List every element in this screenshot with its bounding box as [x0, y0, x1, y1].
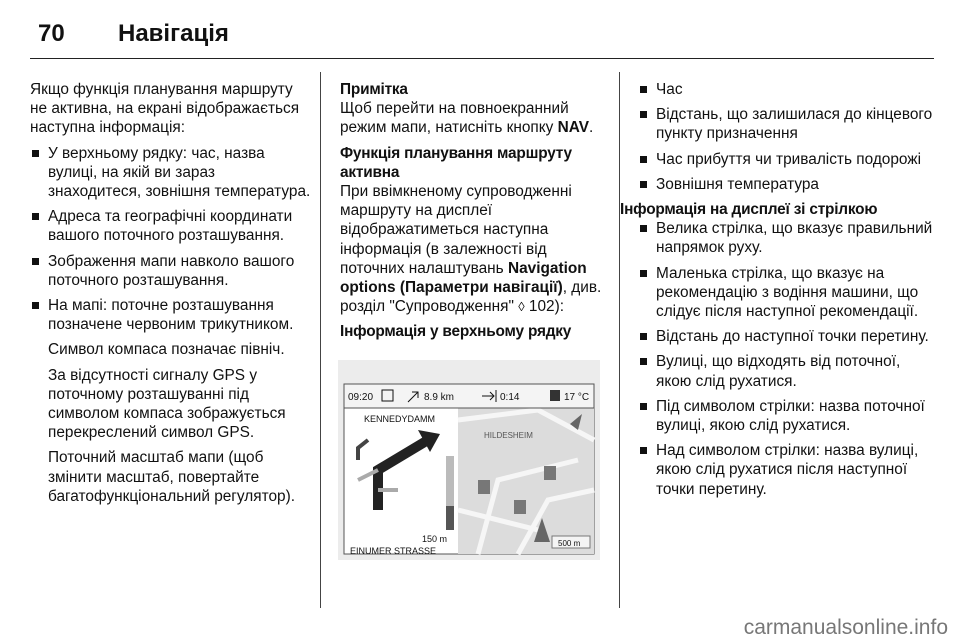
page-ref-icon: ◊ — [518, 299, 525, 315]
thermometer-icon — [550, 390, 560, 401]
sub-paragraph: Поточний масштаб мапи (щоб змінити масштаб, повертайте багатофункціональний регулятор). — [48, 449, 295, 505]
fig-distance: 8.9 km — [424, 392, 455, 403]
navigation-options-label: Navigation options (Параметри навігації) — [340, 259, 587, 297]
parking-icon — [514, 500, 526, 514]
fig-eta: 0:14 — [500, 392, 520, 403]
page-number: 70 — [38, 20, 65, 47]
fig-street-top: KENNEDYDAMM — [364, 414, 436, 424]
page-ref: 102): — [528, 298, 564, 316]
column-3 — [620, 80, 934, 505]
nav-key-label: NAV — [557, 119, 590, 137]
list-item: На мапі: поточне розташування позначене червоним трикутником. — [30, 296, 312, 334]
list-item: Відстань, що залишилася до кінцевого пункту призначення — [638, 105, 934, 143]
list-item: Під символом стрілки: назва поточної вулиці, якою слід рухатися. — [638, 397, 934, 435]
distance-bar-fill — [446, 506, 454, 530]
note-text: Щоб перейти на повноекранний режим мапи, натисніть кнопку — [340, 100, 569, 137]
fig-time: 09:20 — [348, 392, 374, 403]
sub-paragraph: Символ компаса позначає північ. — [48, 341, 285, 359]
section-text: При ввімкненому супроводженні маршруту на дисплеї відображатиметься наступна інформація (в залежності від поточних налаштувань — [340, 183, 572, 277]
watermark: carmanualsonline.info — [743, 616, 948, 639]
intro-paragraph: Якщо функція планування маршруту не активна, на екрані відображається наступна інформація: — [30, 81, 300, 137]
column-1 — [30, 80, 312, 512]
note-heading: Примітка — [340, 81, 408, 98]
list-item: Час — [638, 80, 934, 99]
top-row-list — [638, 80, 934, 194]
sub-paragraph: За відсутності сигналу GPS у поточному розташуванні під символом компаса зображується перекреслений символ GPS. — [48, 366, 286, 442]
header-rule — [30, 58, 934, 59]
list-item: У верхньому рядку: час, назва вулиці, на якій ви зараз знаходитеся, зовнішня температура. — [30, 144, 312, 202]
list-item: Маленька стрілка, що вказує на рекомендацію з водіння машини, що слідує після наступної рекомендації. — [638, 264, 934, 322]
list-item: Над символом стрілки: назва вулиці, якою слід рухатися після наступної точки перетину. — [638, 441, 934, 499]
column-divider-1 — [320, 72, 321, 608]
list-item: Час прибуття чи тривалість подорожі — [638, 150, 934, 169]
fig-temp: 17 °C — [564, 392, 590, 403]
arrow-display-list — [638, 219, 934, 499]
fig-city: HILDESHEIM — [484, 431, 533, 440]
fig-scale: 500 m — [558, 539, 581, 548]
list-item: Велика стрілка, що вказує правильний напрямок руху. — [638, 219, 934, 257]
section-paragraph — [340, 182, 608, 316]
list-item: Адреса та географічні координати вашого поточного розташування. — [30, 207, 312, 245]
parking-icon — [478, 480, 490, 494]
list-item: Відстань до наступної точки перетину. — [638, 327, 934, 346]
list-item: Вулиці, що відходять від поточної, якою слід рухатися. — [638, 352, 934, 390]
section-heading: Функція планування маршруту активна — [340, 144, 572, 181]
fig-street-bottom: EINUMER STRASSE — [350, 546, 437, 556]
parking-icon — [544, 466, 556, 480]
arrow-display-heading: Інформація на дисплеї зі стрілкою — [620, 201, 878, 219]
column-divider-2 — [619, 72, 620, 608]
chapter-title: Навігація — [118, 20, 229, 47]
note-paragraph: Щоб перейти на повноекранний режим мапи, натисніть кнопку NAV. — [340, 100, 594, 137]
section-text: , див. розділ "Супроводження" — [340, 279, 602, 316]
list-item: Зовнішня температура — [638, 175, 934, 194]
navigation-display-figure — [338, 360, 600, 560]
column-2 — [340, 80, 608, 342]
info-list — [30, 144, 312, 335]
top-row-heading: Інформація у верхньому рядку — [340, 323, 572, 341]
fig-dist-to-turn: 150 m — [422, 534, 448, 544]
list-item: Зображення мапи навколо вашого поточного розташування. — [30, 252, 312, 290]
